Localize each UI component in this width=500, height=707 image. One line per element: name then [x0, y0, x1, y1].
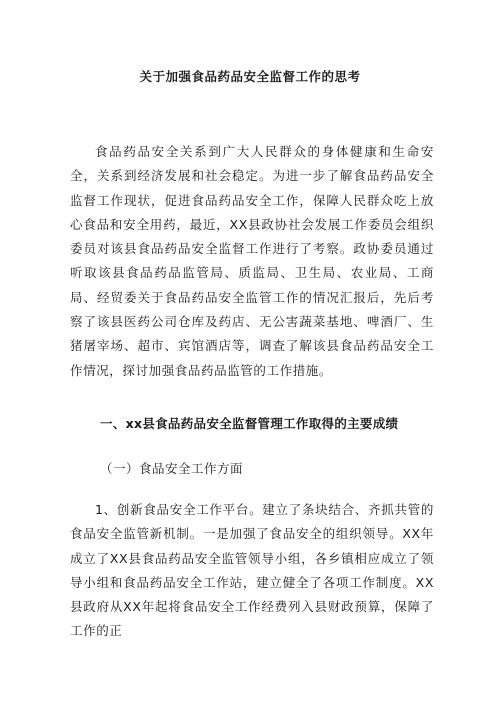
section-heading: 一、xx县食品药品安全监督管理工作取得的主要成绩	[100, 416, 399, 431]
subsection-heading: （一）食品安全工作方面	[100, 461, 244, 476]
intro-paragraph: 食品药品安全关系到广大人民群众的身体健康和生命安全，关系到经济发展和社会稳定。为进一步了解食品药品安全监督工作现状，促进食品药品安全工作，保障人民群众吃上放心食品和安全用药，最近，XX县政协社会发展工作委员会组织委员对该县食品药品安全监督工作进行了考察。政协委员通过听取该县食品药品监管局、质监局、卫生局、农业局、工商局、经贸委关于食品药品安全监管工作的情况汇报后，先后考察了该县医药公司仓库及药店、无公害蔬菜基地、啤酒厂、生猪屠宰场、超市、宾馆酒店等，调查了解该县食品药品安全工作情况，探讨加强食品药品监管的工作措施。	[70, 144, 434, 378]
document-title: 关于加强食品药品安全监督工作的思考	[139, 69, 361, 84]
body-paragraph: 1、创新食品安全工作平台。建立了条块结合、齐抓共管的食品安全监管新机制。一是加强了食品安全的组织领导。XX年成立了XX县食品药品安全监管领导小组，各乡镇相应成立了领导小组和食品药品安全工作站，建立健全了各项工作制度。XX县政府从XX年起将食品安全工作经费列入县财政预算，保障了工作的正	[70, 502, 434, 639]
